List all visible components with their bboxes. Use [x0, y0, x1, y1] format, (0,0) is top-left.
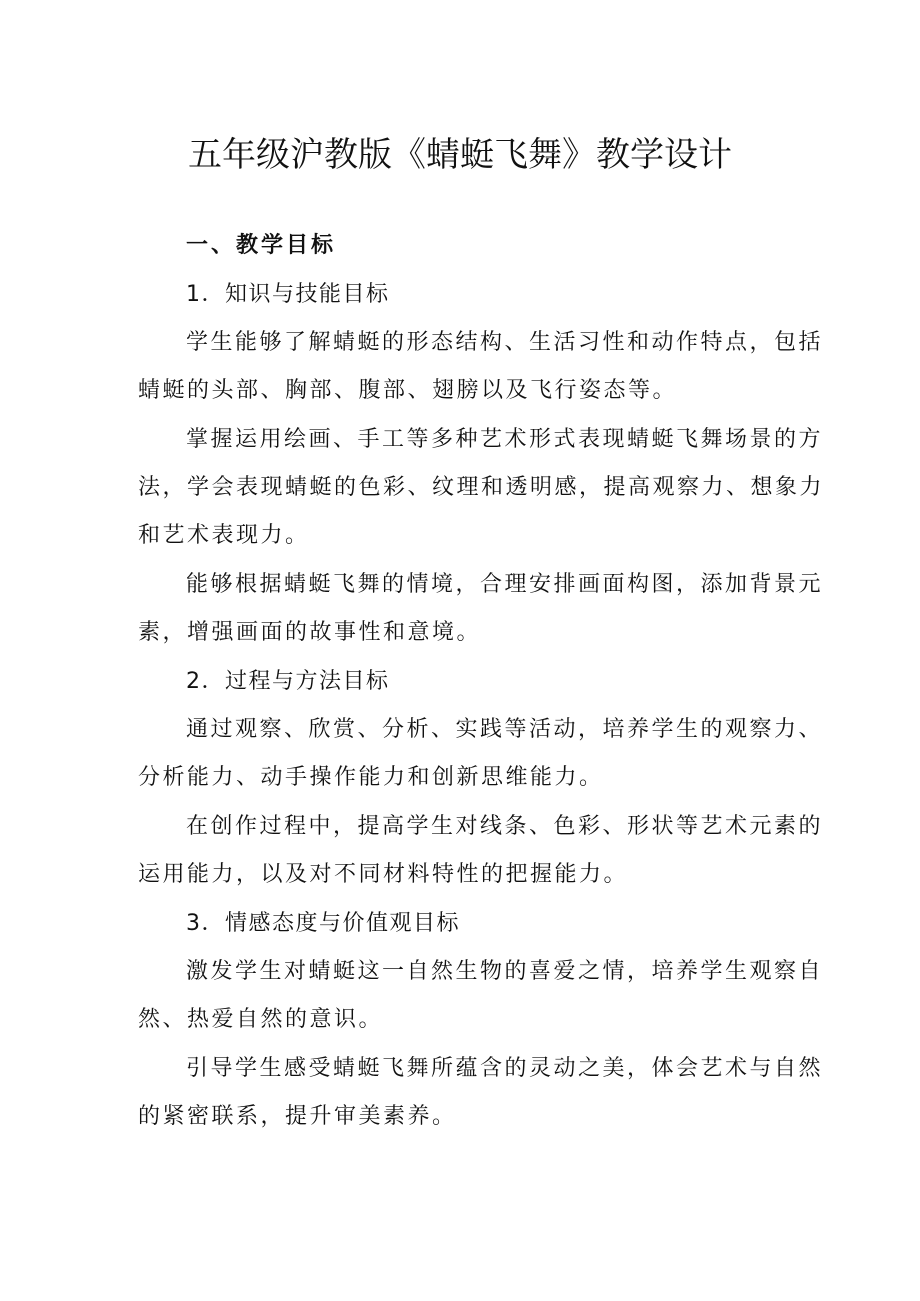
paragraph-line: 学生能够了解蜻蜓的形态结构、生活习性和动作特点，包括 — [186, 330, 824, 355]
paragraph-line: 在创作过程中，提高学生对线条、色彩、形状等艺术元素的 — [186, 814, 824, 839]
subheading-process-methods: 2．过程与方法目标 — [186, 669, 390, 694]
paragraph-line: 能够根据蜻蜓飞舞的情境，合理安排画面构图，添加背景元 — [186, 572, 824, 597]
paragraph-line: 掌握运用绘画、手工等多种艺术形式表现蜻蜓飞舞场景的方 — [186, 427, 824, 452]
subheading-emotion-values: 3．情感态度与价值观目标 — [186, 911, 460, 936]
document-title: 五年级沪教版《蜻蜓飞舞》教学设计 — [188, 135, 732, 175]
paragraph-line: 素，增强画面的故事性和意境。 — [138, 620, 482, 645]
paragraph-line: 和艺术表现力。 — [138, 523, 310, 548]
paragraph-line: 法，学会表现蜻蜓的色彩、纹理和透明感，提高观察力、想象力 — [138, 475, 825, 500]
paragraph-line: 引导学生感受蜻蜓飞舞所蕴含的灵动之美，体会艺术与自然 — [186, 1056, 824, 1081]
paragraph-line: 激发学生对蜻蜓这一自然生物的喜爱之情，培养学生观察自 — [186, 959, 824, 984]
paragraph-line: 通过观察、欣赏、分析、实践等活动，培养学生的观察力、 — [186, 717, 824, 742]
paragraph-line: 然、热爱自然的意识。 — [138, 1007, 384, 1032]
paragraph-line: 的紧密联系，提升审美素养。 — [138, 1104, 457, 1129]
paragraph-line: 蜻蜓的头部、胸部、腹部、翅膀以及飞行姿态等。 — [138, 378, 678, 403]
subheading-knowledge-skills: 1．知识与技能目标 — [186, 282, 390, 307]
paragraph-line: 运用能力，以及对不同材料特性的把握能力。 — [138, 862, 629, 887]
paragraph-line: 分析能力、动手操作能力和创新思维能力。 — [138, 765, 604, 790]
section-heading-teaching-goals: 一、教学目标 — [186, 233, 337, 258]
